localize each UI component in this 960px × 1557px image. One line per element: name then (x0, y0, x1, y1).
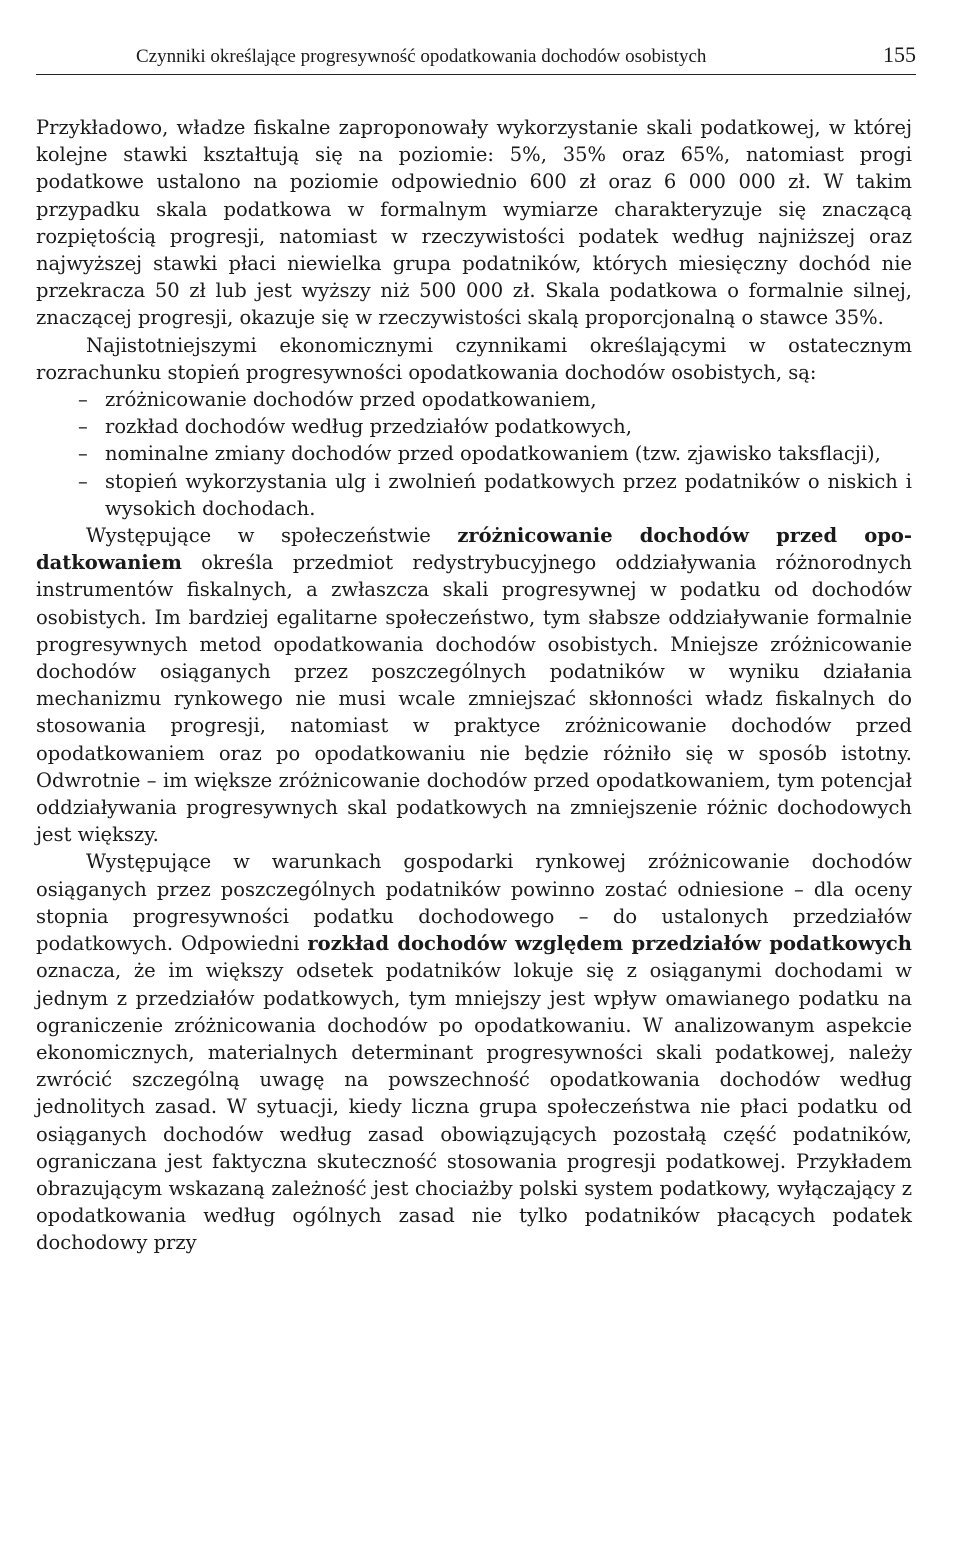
running-header-title: Czynniki określające progresywność opodatkowania dochodów osobistych (136, 46, 707, 67)
paragraph-3-rest: określa przedmiot redystrybucyjnego oddziaływania różnorodnych instrumentów fiskalnych, a zwłaszcza skali progresywnej w podatku od dochodów osobistych. Im bardziej egalitarne społeczeństwo, tym słabsze oddziaływanie formalnie progresywnych metod opodatkowania dochodów osobistych. Mniejsze zróżnicowanie dochodów osiąganych przez poszczególnych podatników w wyniku działania mechanizmu rynkowego nie musi wcale zmniejszać skłonności władz fiskalnych do stosowania progresji, natomiast w praktyce zróżnicowanie dochodów przed opodatkowaniem oraz po opodatkowaniu nie będzie różniło się w sposób istotny. Odwrotnie – im większe zróżnicowanie dochodów przed opodatkowaniem, tym potencjał oddziaływania progresywnych skal podatkowych na zmniejszenie różnic dochodowych jest większy. (36, 551, 912, 847)
paragraph-4-emphasis: rozkład dochodów względem przedziałów podatkowych (307, 932, 912, 956)
paragraph-4-lead: Występujące w warunkach gospodarki rynkowej zróżnicowanie dochodów osiąganych przez poszczególnych podatników powinno zostać odniesione – dla oceny stopnia progresywności podatku dochodowego – do ustalonych przedziałów podatkowych. Odpowiedni (36, 850, 912, 956)
page-number: 155 (883, 42, 916, 67)
list-dash: – (78, 388, 88, 412)
running-header (36, 40, 916, 75)
list-dash: – (78, 442, 88, 466)
paragraph-4 (36, 848, 912, 1256)
list-item (36, 440, 912, 467)
list-item-text: zróżnicowanie dochodów przed opodatkowaniem, (105, 388, 597, 412)
body-text (36, 114, 912, 1257)
list-dash: – (78, 415, 88, 439)
list-dash: – (78, 469, 88, 493)
list-item-text: nominalne zmiany dochodów przed opodatkowaniem (tzw. zjawisko taksflacji), (105, 442, 881, 466)
paragraph-3-emphasis: zróżnicowanie dochodów przed opodatkowaniem (36, 524, 913, 575)
paragraph-4-rest: oznacza, że im większy odsetek podatników lokuje się z osiąganymi dochodami w jednym z przedziałów podatkowych, tym mniejszy jest wpływ omawianego podatku na ograniczenie zróżnicowania dochodów po opodatkowaniu. W analizowanym aspekcie ekonomicznych, materialnych determinant progresywności skali podatkowej, należy zwrócić szczególną uwagę na powszechność opodatkowania dochodów według jednolitych zasad. W sytuacji, kiedy liczna grupa społeczeństwa nie płaci podatku od osiąganych dochodów według zasad obowiązujących pozostałą część podatników, ograniczana jest faktyczna skuteczność stosowania progresji podatkowej. Przykładem obrazującym wskazaną zależność jest chociażby polski system podatkowy, wyłączający z opodatkowania według ogólnych zasad nie tylko podatników płacących podatek dochodowy przy (36, 959, 912, 1255)
list-item (36, 468, 912, 522)
factor-list (36, 386, 912, 522)
paragraph-3-lead: Występujące w społeczeństwie (86, 524, 458, 548)
list-item (36, 413, 912, 440)
list-item-text: rozkład dochodów według przedziałów podatkowych, (105, 415, 632, 439)
paragraph-1: Przykładowo, władze fiskalne zaproponowały wykorzystanie skali podatkowej, w której kolejne stawki kształtują się na poziomie: 5%, 35% oraz 65%, natomiast progi podatkowe ustalono na poziomie odpowiednio 600 zł oraz 6 000 000 zł. W takim przypadku skala podatkowa w formalnym wymiarze charakteryzuje się znaczącą rozpiętością progresji, natomiast w rzeczywistości podatek według najniższej oraz najwyższej stawki płaci niewielka grupa podatników, których miesięczny dochód nie przekracza 50 zł lub jest wyższy niż 500 000 zł. Skala podatkowa o formalnie silnej, znaczącej progresji, okazuje się w rzeczywistości skalą proporcjonalną o stawce 35%. (36, 116, 912, 330)
list-item (36, 386, 912, 413)
paragraph-2: Najistotniejszymi ekonomicznymi czynnikami określającymi w ostatecznym rozrachunku stopień progresywności opodatkowania dochodów osobistych, są: (36, 333, 912, 384)
paragraph-3 (36, 522, 912, 848)
list-item-text: stopień wykorzystania ulg i zwolnień podatkowych przez podatników o niskich i wysokich dochodach. (105, 469, 912, 520)
